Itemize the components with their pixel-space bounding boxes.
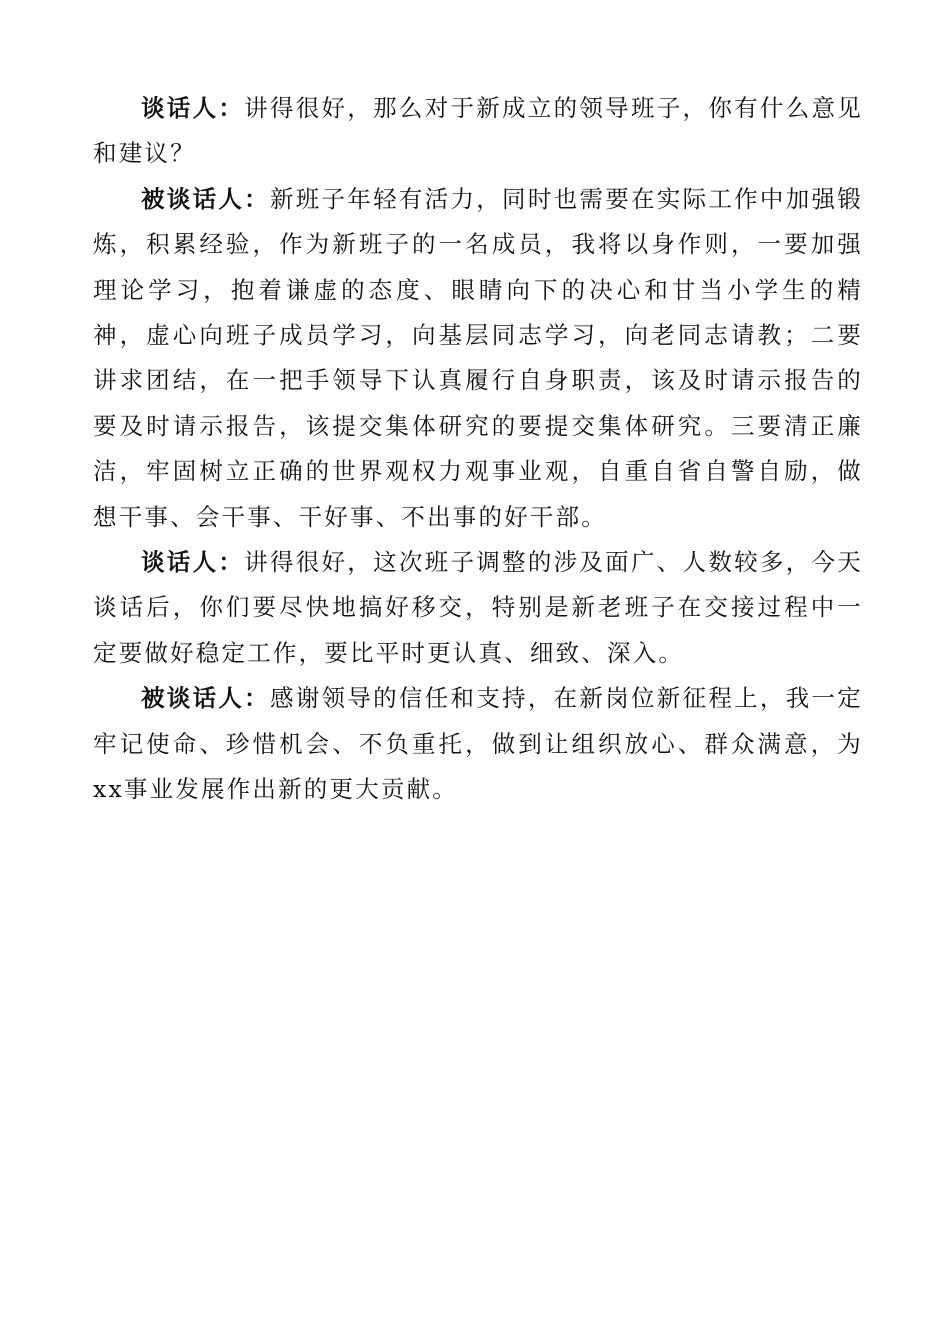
- speaker-label: 被谈话人：: [141, 684, 270, 713]
- dialogue-text: 新班子年轻有活力，同时也需要在实际工作中加强锻炼，积累经验，作为新班子的一名成员，我将以身作则，一要加强理论学习，抱着谦虚的态度、眼睛向下的决心和甘当小学生的精神，虚心向班子成员学习，向基层同志学习，向老同志请教；二要讲求团结，在一把手领导下认真履行自身职责，该及时请示报告的要及时请示报告，该提交集体研究的要提交集体研究。三要清正廉洁，牢固树立正确的世界观权力观事业观，自重自省自警自励，做想干事、会干事、干好事、不出事的好干部。: [93, 184, 864, 531]
- dialogue-text: 感谢领导的信任和支持，在新岗位新征程上，我一定牢记使命、珍惜机会、不负重托，做到让组织放心、群众满意，为xx事业发展作出新的更大贡献。: [93, 684, 864, 804]
- speaker-label: 谈话人：: [141, 94, 245, 122]
- dialogue-paragraph: [93, 676, 863, 812]
- dialogue-text: 讲得很好，那么对于新成立的领导班子，你有什么意见和建议？: [93, 94, 863, 168]
- dialogue-text: 讲得很好，这次班子调整的涉及面广、人数较多，今天谈话后，你们要尽快地搞好移交，特别是新老班子在交接过程中一定要做好稳定工作，要比平时更认真、细致、深入。: [93, 548, 863, 667]
- dialogue-paragraph: [93, 540, 863, 676]
- dialogue-paragraph: [93, 86, 863, 177]
- speaker-label: 被谈话人：: [141, 184, 270, 213]
- dialogue-paragraph: [93, 177, 863, 540]
- speaker-label: 谈话人：: [141, 548, 245, 577]
- document-body: [93, 86, 863, 813]
